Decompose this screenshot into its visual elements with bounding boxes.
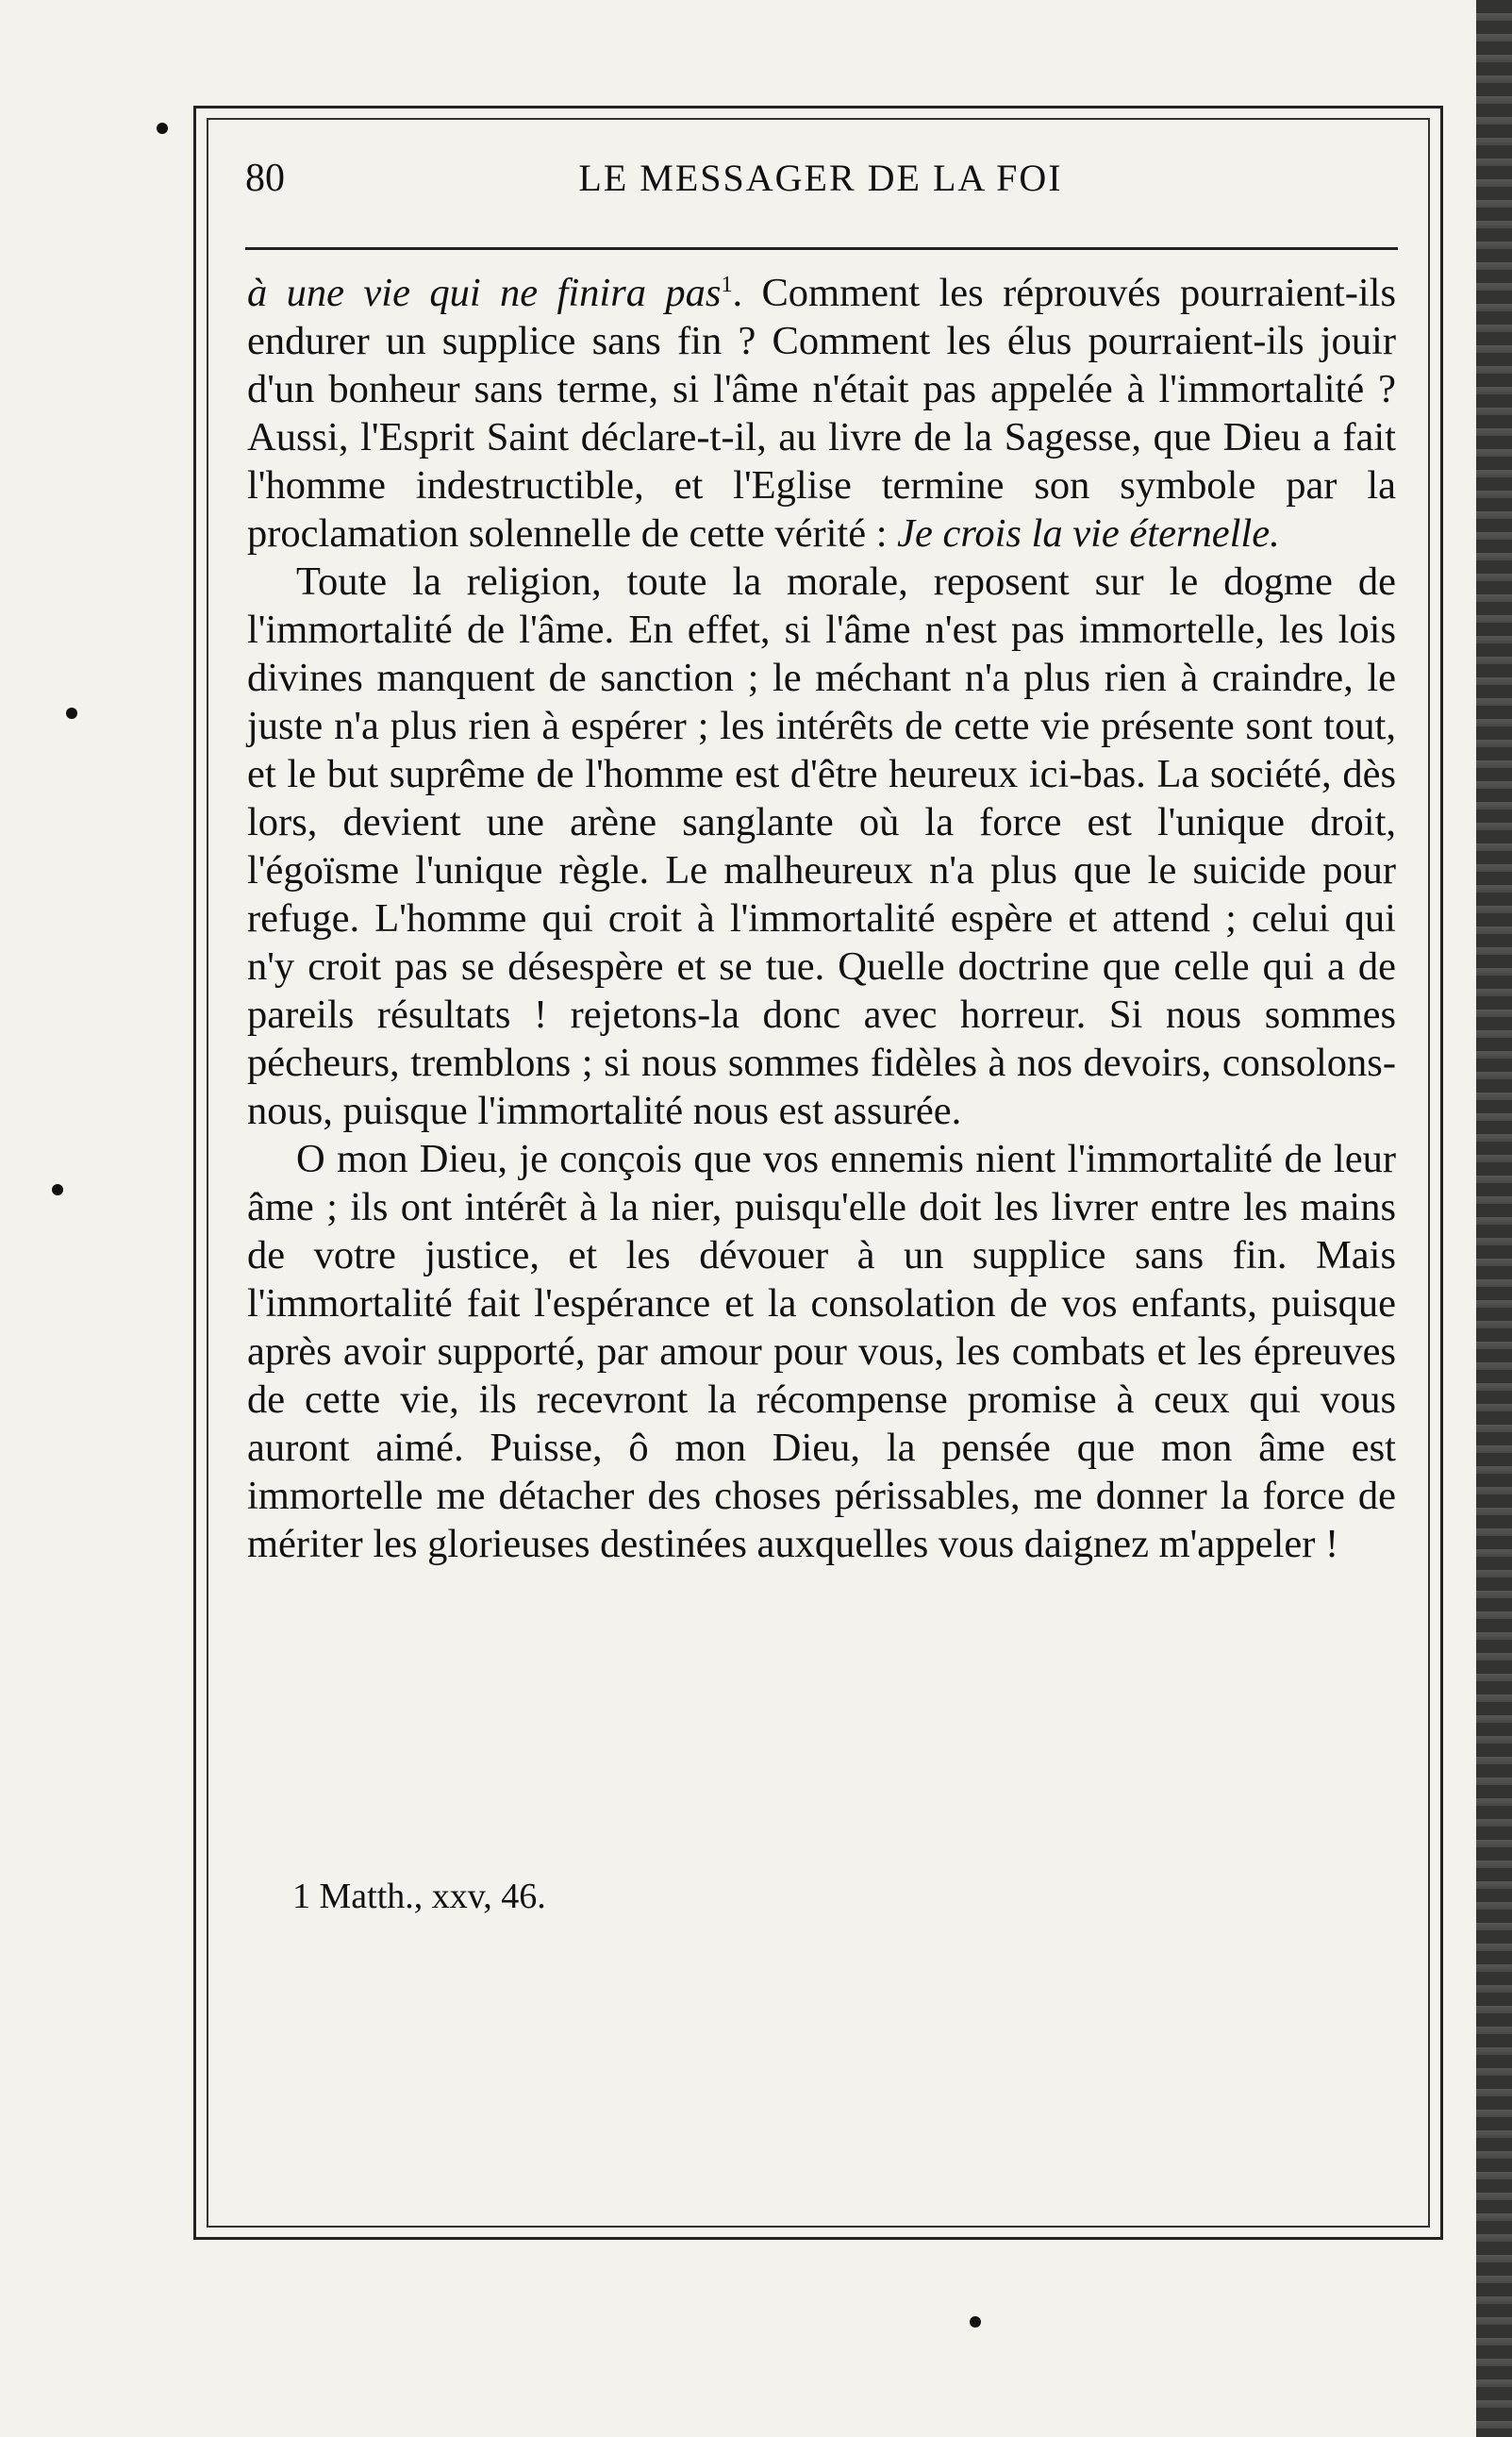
speck xyxy=(52,1184,63,1195)
speck xyxy=(157,123,168,134)
paragraph-1-text: . Comment les réprouvés pourraient-ils endurer un supplice sans fin ? Comment les élus pourraient-ils jouir d'un bonheur sans terme, si l'âme n'était pas appelée à l'immortalité ? Aussi, l'Esprit Saint déclare-t-il, au livre de la Sagesse, que Dieu a fait l'homme indestructible, et l'Eglise termine son symbole par la proclamation solennelle de cette vérité : xyxy=(247,271,1397,556)
paragraph-1-italic-lead: à une vie qui ne finira pas xyxy=(247,271,722,315)
page-header xyxy=(245,156,1396,222)
header-rule xyxy=(245,247,1398,250)
footnote: 1 Matth., xxv, 46. xyxy=(292,1877,546,1916)
speck xyxy=(66,708,77,719)
footnote-ref: 1 xyxy=(721,272,733,297)
paragraph-2: Toute la religion, toute la morale, reposent sur le dogme de l'immortalité de l'âme. En effet, si l'âme n'est pas immortelle, les lois divines manquent de sanction ; le méchant n'a plus rien à craindre, le juste n'a plus rien à espérer ; les intérêts de cette vie présente sont tout, et le but suprême de l'homme est d'être heureux ici-bas. La société, dès lors, devient une arène sanglante où la force est l'unique droit, l'égoïsme l'unique règle. Le malheureux n'a plus que le suicide pour refuge. L'homme qui croit à l'immortalité espère et attend ; celui qui n'y croit pas se désespère et se tue. Quelle doctrine que celle qui a de pareils résultats ! rejetons-la donc avec horreur. Si nous sommes pécheurs, tremblons ; si nous sommes fidèles à nos devoirs, consolons-nous, puisque l'immortalité nous est assurée. xyxy=(247,559,1396,1133)
paragraph-1 xyxy=(247,269,1396,558)
scan-edge-shadow xyxy=(1476,0,1512,2437)
running-title: LE MESSAGER DE LA FOI xyxy=(578,157,1063,199)
page-number: 80 xyxy=(245,157,285,200)
speck xyxy=(970,2316,981,2328)
paragraph-1-italic-tail: Je crois la vie éternelle. xyxy=(897,511,1280,556)
body-text xyxy=(247,269,1396,1568)
paragraph-3: O mon Dieu, je conçois que vos ennemis nient l'immortalité de leur âme ; ils ont intérêt à la nier, puisqu'elle doit les livrer entre les mains de votre justice, et les dévouer à un supplice sans fin. Mais l'immortalité fait l'espérance et la consolation de vos enfants, puisque après avoir supporté, par amour pour vous, les combats et les épreuves de cette vie, ils recevront la récompense promise à ceux qui vous auront aimé. Puisse, ô mon Dieu, la pensée que mon âme est immortelle me détacher des choses périssables, me donner la force de mériter les glorieuses destinées auxquelles vous daignez m'appeler ! xyxy=(247,1137,1396,1566)
